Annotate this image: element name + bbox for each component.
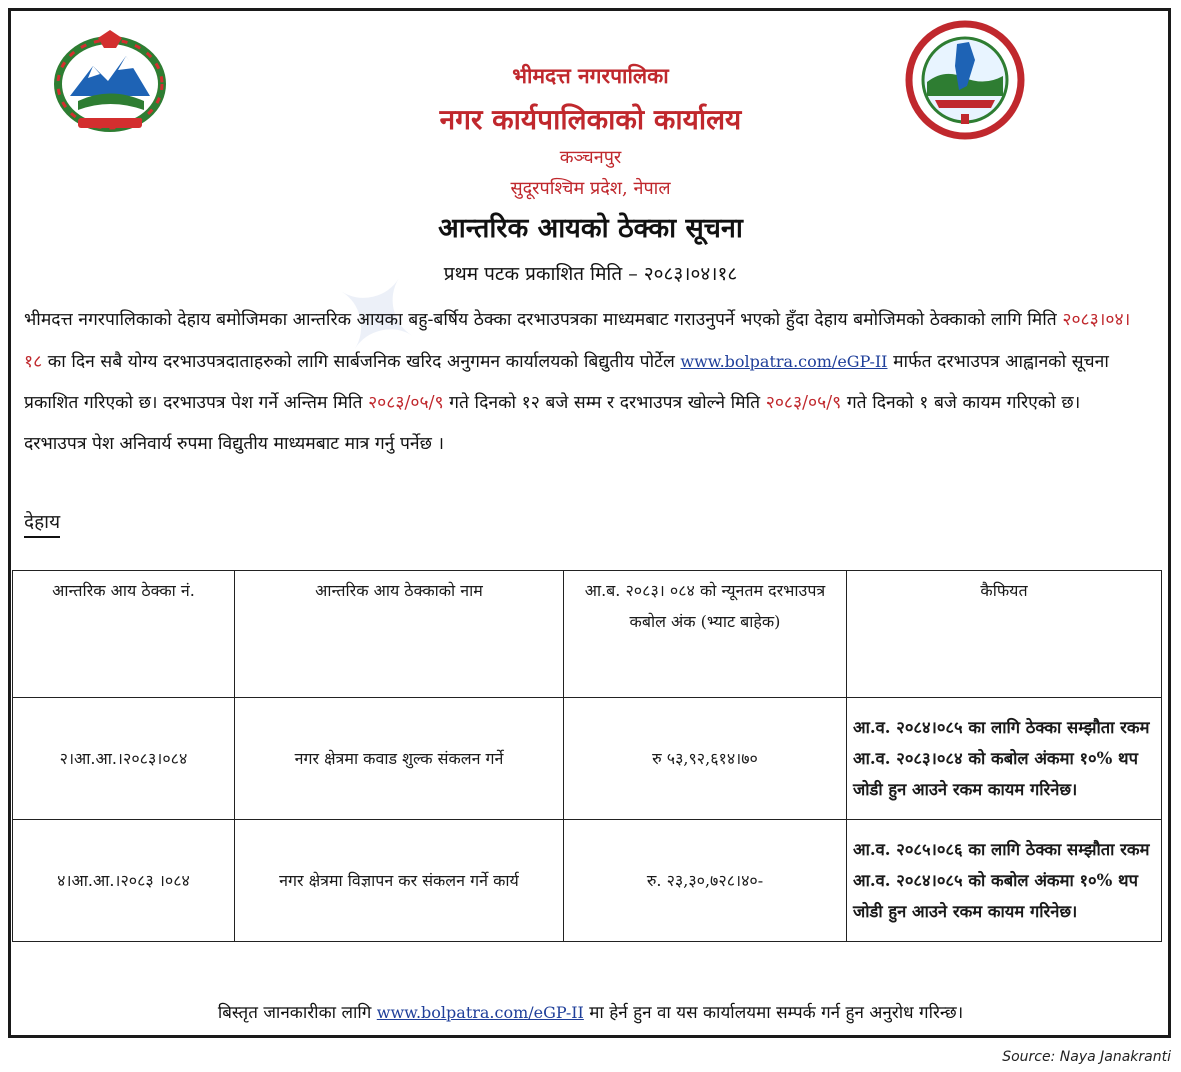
cell-remark: आ.व. २०८५।०८६ का लागि ठेक्का सम्झौता रकम आ.व. २०८४।०८५ को कबोल अंकमा १०% थप जोडी हुन आउने रकम कायम गरिनेछ। [847,820,1162,942]
district-name: कञ्चनपुर [559,147,622,168]
col-header-min-bid: आ.ब. २०८३। ०८४ को न्यूनतम दरभाउपत्र कबोल अंक (भ्याट बाहेक) [564,571,847,698]
office-name: नगर कार्यपालिकाको कार्यालय [439,103,742,136]
table-header-row [13,571,1162,698]
footer-text-after: मा हेर्न हुन वा यस कार्यालयमा सम्पर्क गर्न हुन अनुरोध गरिन्छ। [589,1003,964,1023]
footer-note [0,1000,1181,1023]
body-date-3: २०८३/०५/९ [765,393,842,413]
publish-line [0,260,1181,286]
cell-remark: आ.व. २०८४।०८५ का लागि ठेक्का सम्झौता रकम आ.व. २०८३।०८४ को कबोल अंकमा १०% थप जोडी हुन आउने रकम कायम गरिनेछ। [847,698,1162,820]
source-credit: Source: Naya Janakranti [1002,1049,1171,1065]
publish-date: २०८३।०४।१८ [643,263,738,285]
contract-table [12,570,1162,942]
portal-link[interactable]: www.bolpatra.com/eGP-II [680,352,888,371]
footer-portal-link[interactable]: www.bolpatra.com/eGP-II [376,1003,584,1022]
cell-min-bid: रु. २३,३०,७२८।४०- [564,820,847,942]
province-name: सुदूरपश्चिम प्रदेश, नेपाल [510,178,671,199]
body-text-1: भीमदत्त नगरपालिकाको देहाय बमोजिमका आन्तरिक आयका बहु-बर्षिय ठेक्का दरभाउपत्रका माध्यमबाट गराउनुपर्ने भएको हुँदा देहाय बमोजिमको ठेक्काको लागि मिति [24,310,1057,330]
body-text-4: गते दिनको १२ बजे सम्म र दरभाउपत्र खोल्ने मिति [449,393,761,413]
cell-contract-no: २।आ.आ.।२०८३।०८४ [13,698,235,820]
body-text-2: का दिन सबै योग्य दरभाउपत्रदाताहरुको लागि सार्बजनिक खरिद अनुगमन कार्यालयको बिद्युतीय पोर्टेल [47,352,675,372]
watermark-decoration: ✦ [300,241,458,388]
body-text-5: गते दिनको १ बजे कायम गरिएको छ। दरभाउपत्र पेश अनिवार्य रुपमा विद्युतीय माध्यमबाट मात्र गर्नु पर्नेछ । [24,393,1081,454]
municipality-name: भीमदत्त नगरपालिका [512,63,669,88]
notice-body [24,300,1144,465]
cell-contract-name: नगर क्षेत्रमा कवाड शुल्क संकलन गर्ने [235,698,564,820]
cell-contract-no: ४।आ.आ.।२०८३ ।०८४ [13,820,235,942]
publish-label: प्रथम पटक प्रकाशित मिति – [443,263,638,285]
dehaya-heading: देहाय [24,508,60,538]
col-header-contract-no: आन्तरिक आय ठेक्का नं. [13,571,235,698]
body-date-1: २०८३।०४।१८ [24,310,1131,372]
table-row [13,820,1162,942]
notice-title: आन्तरिक आयको ठेक्का सूचना [438,213,743,244]
col-header-remarks: कैफियत [847,571,1162,698]
body-date-2: २०८३/०५/९ [368,393,444,413]
table-row [13,698,1162,820]
footer-text-before: बिस्तृत जानकारीका लागि [217,1003,372,1023]
col-header-contract-name: आन्तरिक आय ठेक्काको नाम [235,571,564,698]
body-text-3: मार्फत दरभाउपत्र आह्वानको सूचना प्रकाशित गरिएको छ। दरभाउपत्र पेश गर्ने अन्तिम मिति [24,352,1109,413]
cell-min-bid: रु ५३,९२,६१४।७० [564,698,847,820]
cell-contract-name: नगर क्षेत्रमा विज्ञापन कर संकलन गर्ने कार्य [235,820,564,942]
